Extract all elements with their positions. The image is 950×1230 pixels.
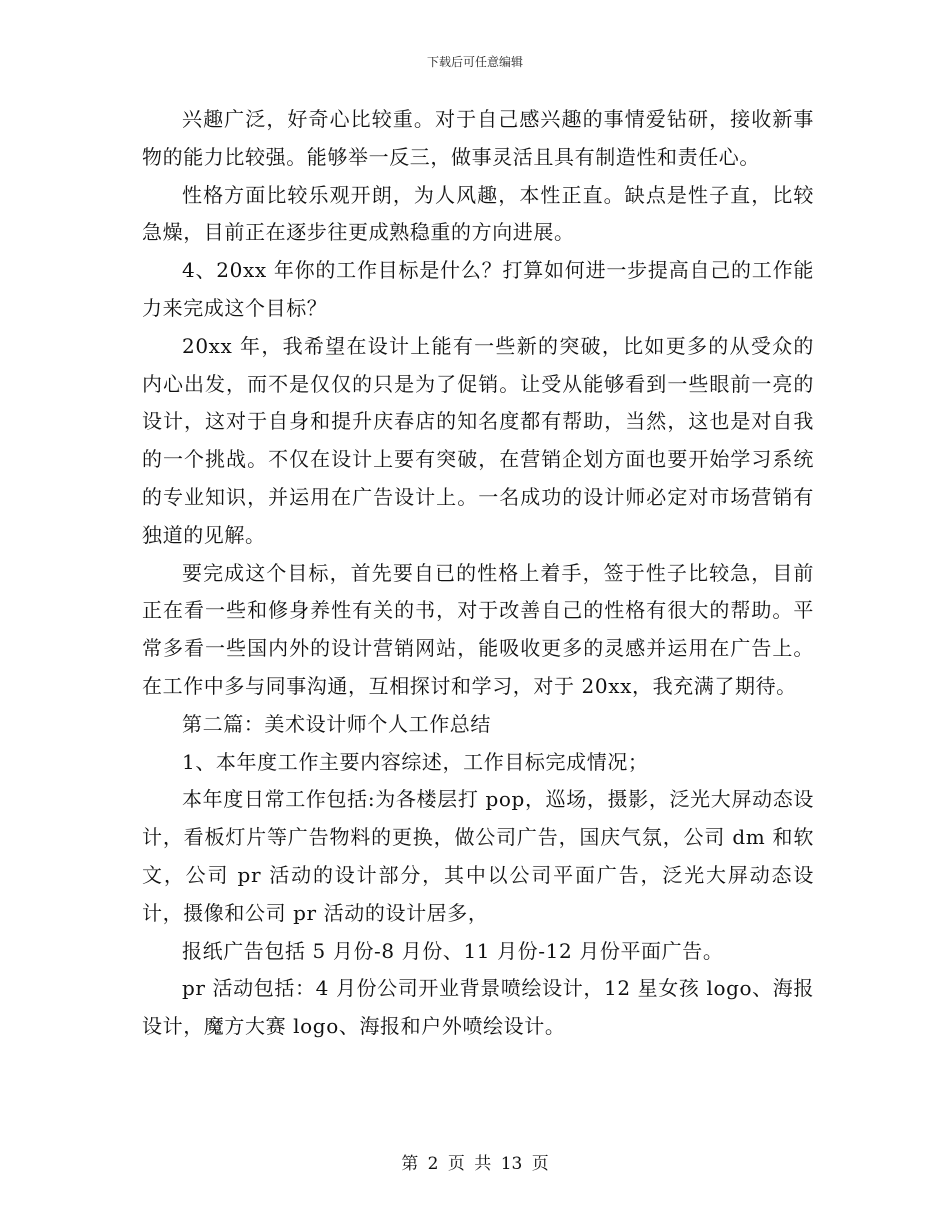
paragraph: 要完成这个目标，首先要自已的性格上着手，签于性子比较急，目前正在看一些和修身养性有关的书，对于改善自己的性格有很大的帮助。平常多看一些国内外的设计营销网站，能吸收更多的灵感并运用在广告上。在工作中多与同事沟通，互相探讨和学习，对于 20xx，我充满了期待。 xyxy=(142,560,814,698)
paragraph: pr 活动包括：4 月份公司开业背景喷绘设计，12 星女孩 logo、海报设计，魔方大赛 logo、海报和户外喷绘设计。 xyxy=(142,976,814,1039)
page-number: 第 2 页 共 13 页 xyxy=(401,1154,549,1174)
paragraph: 1、本年度工作主要内容综述，工作目标完成情况； xyxy=(182,749,649,774)
section-heading: 第二篇：美术设计师个人工作总结 xyxy=(182,711,491,736)
paragraph: 4、20xx 年你的工作目标是什么？打算如何进一步提高自己的工作能力来完成这个目标？ xyxy=(142,258,814,320)
paragraph: 兴趣广泛，好奇心比较重。对于自己感兴趣的事情爱钻研，接收新事物的能力比较强。能够举一反三，做事灵活且具有制造性和责任心。 xyxy=(142,107,814,169)
paragraph: 20xx 年，我希望在设计上能有一些新的突破，比如更多的从受众的内心出发，而不是仅仅的只是为了促销。让受从能够看到一些眼前一亮的设计，这对于自身和提升庆春店的知名度都有帮助，当然，这也是对自我的一个挑战。不仅在设计上要有突破，在营销企划方面也要开始学习系统的专业知识，并运用在广告设计上。一名成功的设计师必定对市场营销有独道的见解。 xyxy=(142,333,814,547)
paragraph: 报纸广告包括 5 月份-8 月份、11 月份-12 月份平面广告。 xyxy=(182,938,724,963)
document-body xyxy=(142,101,814,1046)
page-header: 下载后可任意编辑 xyxy=(426,55,523,69)
paragraph: 性格方面比较乐观开朗，为人风趣，本性正直。缺点是性子直，比较急燥，目前正在逐步往更成熟稳重的方向进展。 xyxy=(142,182,814,245)
paragraph: 本年度日常工作包括:为各楼层打 pop，巡场，摄影，泛光大屏动态设计，看板灯片等广告物料的更换，做公司广告，国庆气氛，公司 dm 和软文，公司 pr 活动的设计部分，其中以公司平面广告，泛光大屏动态设计，摄像和公司 pr 活动的设计居多， xyxy=(142,787,814,925)
